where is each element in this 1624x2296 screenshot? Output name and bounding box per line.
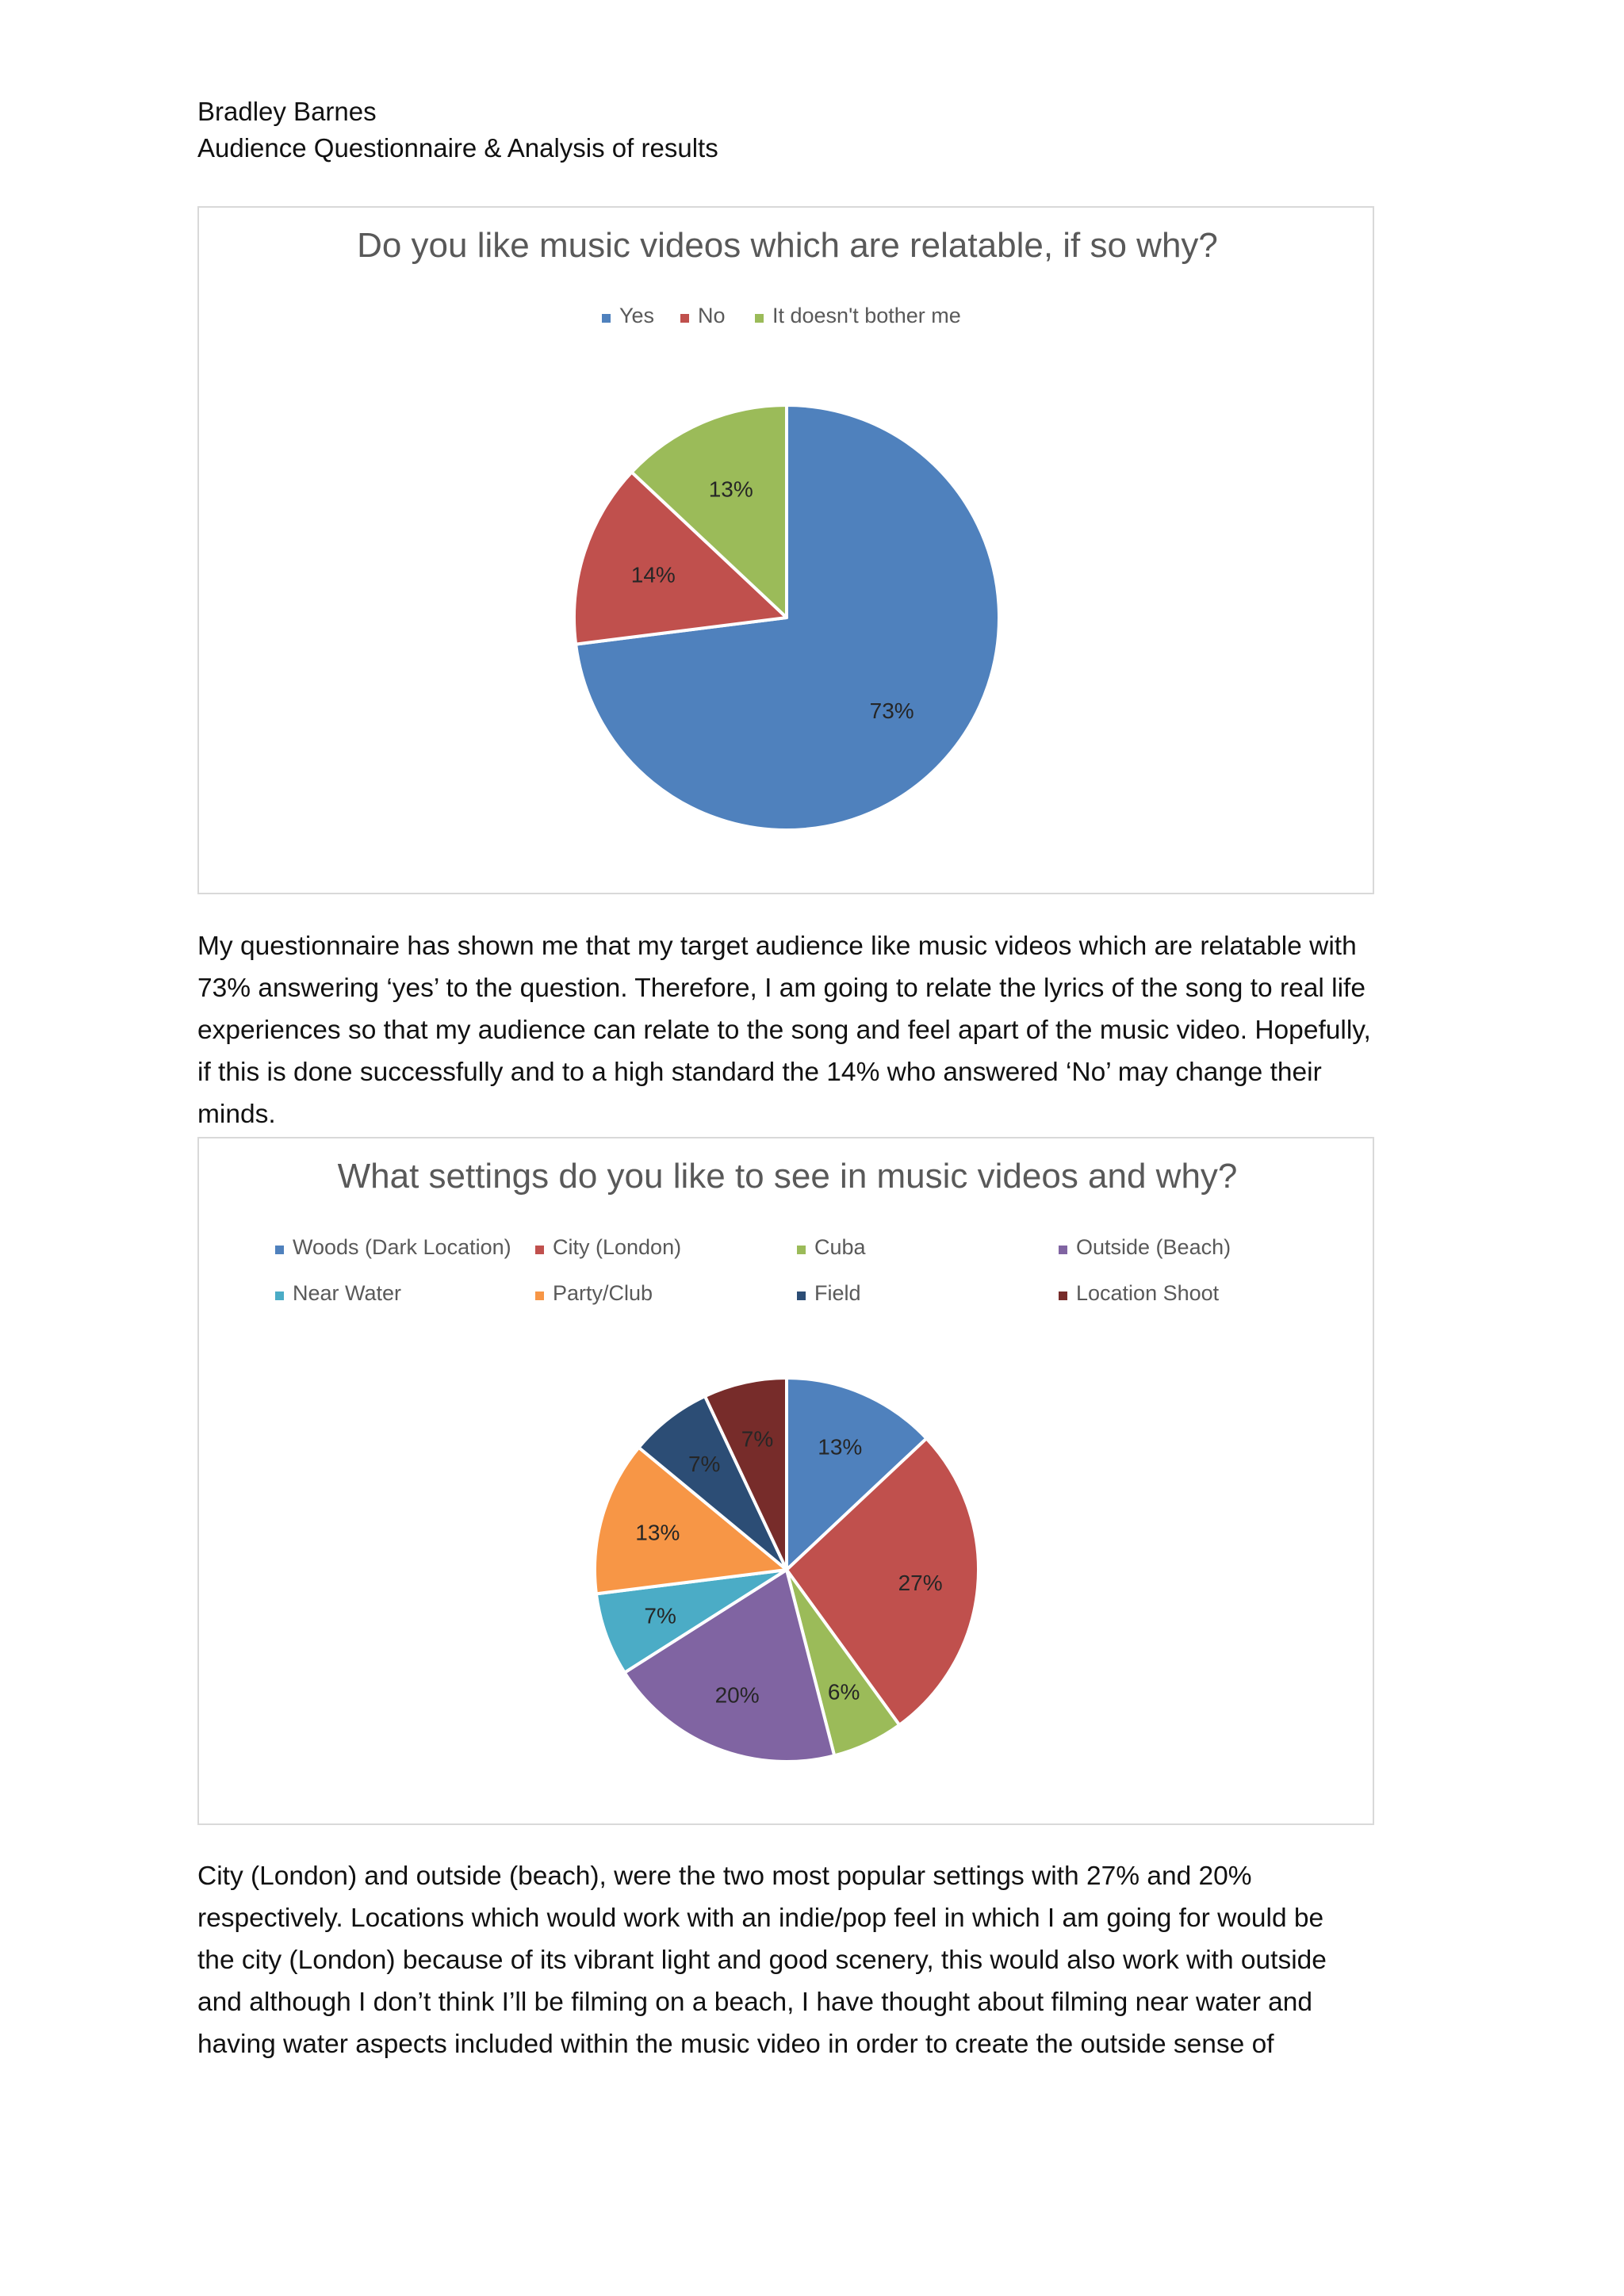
chart-title: Do you like music videos which are relatable, if so why? [357, 226, 1218, 265]
analysis-paragraph-2 [197, 1855, 1434, 2065]
legend-label-field: Field [814, 1281, 861, 1305]
legend-swatch [535, 1292, 544, 1300]
document-title: Audience Questionnaire & Analysis of results [197, 133, 718, 163]
paragraph-line: and although I don’t think I’ll be filming on a beach, I have thought about filming near water and [197, 1988, 1313, 2017]
settings-chart [197, 1137, 1374, 1825]
data-label-outside-beach: 20% [714, 1682, 760, 1708]
legend-label-yes: Yes [619, 304, 655, 327]
legend-swatch [275, 1246, 284, 1254]
data-label-city-london: 27% [898, 1570, 943, 1595]
legend-label-woods-dark-location: Woods (Dark Location) [293, 1235, 511, 1259]
data-label-cuba: 6% [827, 1679, 860, 1705]
legend-label-city-london: City (London) [553, 1235, 682, 1259]
legend-label-cuba: Cuba [814, 1235, 866, 1259]
paragraph-line: 73% answering ‘yes’ to the question. Therefore, I am going to relate the lyrics of the song to real life [197, 974, 1365, 1003]
data-label-yes: 73% [869, 698, 914, 723]
legend-swatch [797, 1246, 806, 1254]
data-label-no: 14% [630, 562, 676, 587]
relatable-videos-chart [197, 206, 1374, 894]
paragraph-line: minds. [197, 1100, 276, 1129]
legend-swatch [275, 1292, 284, 1300]
legend-swatch [535, 1246, 544, 1254]
legend-swatch [1059, 1292, 1067, 1300]
analysis-paragraph-1 [197, 925, 1434, 1135]
legend-label-location-shoot: Location Shoot [1076, 1281, 1220, 1305]
chart-title: What settings do you like to see in music videos and why? [337, 1157, 1238, 1196]
legend-label-party-club: Party/Club [553, 1281, 653, 1305]
legend-swatch [1059, 1246, 1067, 1254]
legend-label-no: No [698, 304, 726, 327]
paragraph-line: if this is done successfully and to a high standard the 14% who answered ‘No’ may change their [197, 1058, 1322, 1087]
data-label-party-club: 13% [635, 1520, 680, 1545]
paragraph-line: respectively. Locations which would work with an indie/pop feel in which I am going for would be [197, 1904, 1324, 1933]
data-label-woods-dark-location: 13% [818, 1434, 863, 1460]
legend-swatch [755, 314, 764, 323]
pie-chart-svg [199, 1138, 1376, 1827]
paragraph-line: City (London) and outside (beach), were the two most popular settings with 27% and 20% [197, 1862, 1252, 1891]
paragraph-line: the city (London) because of its vibrant light and good scenery, this would also work with outside [197, 1946, 1327, 1975]
data-label-field: 7% [688, 1452, 721, 1477]
legend-swatch [797, 1292, 806, 1300]
legend-swatch [602, 314, 611, 323]
data-label-near-water: 7% [644, 1603, 676, 1628]
data-label-it-doesn-t-bother-me: 13% [708, 476, 753, 502]
legend-label-it-doesn-t-bother-me: It doesn't bother me [772, 304, 961, 327]
paragraph-line: having water aspects included within the music video in order to create the outside sense of [197, 2030, 1274, 2059]
paragraph-line: My questionnaire has shown me that my target audience like music videos which are relatable with [197, 932, 1357, 961]
author-name: Bradley Barnes [197, 97, 377, 126]
paragraph-line: experiences so that my audience can relate to the song and feel apart of the music video. Hopefully, [197, 1016, 1371, 1045]
legend-label-near-water: Near Water [293, 1281, 402, 1305]
legend-swatch [680, 314, 689, 323]
legend-label-outside-beach: Outside (Beach) [1076, 1235, 1231, 1259]
data-label-location-shoot: 7% [741, 1426, 774, 1452]
pie-chart-svg [199, 208, 1376, 896]
